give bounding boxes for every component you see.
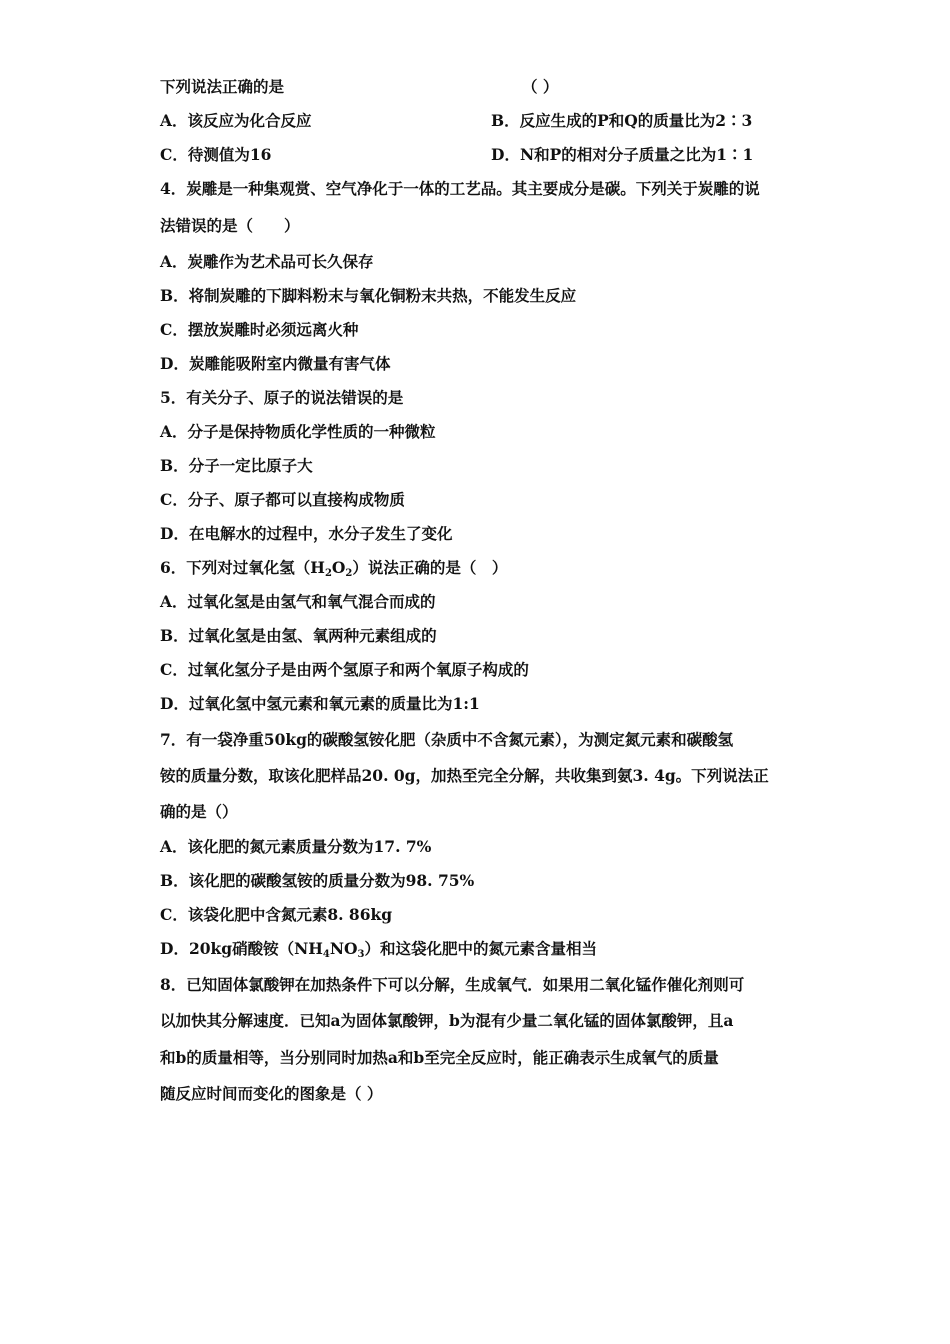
text-segment: NO — [329, 939, 358, 958]
text-segment: D．20kg硝酸铵（NH — [160, 939, 323, 958]
text-segment: B．该化肥的碳酸氢铵的质量分数为98. 75% — [160, 871, 475, 890]
text-line — [160, 660, 529, 680]
text-line — [160, 730, 733, 750]
text-line — [160, 558, 507, 578]
text-line — [160, 320, 358, 340]
text-segment: C．摆放炭雕时必须远离火种 — [160, 320, 359, 339]
text-segment: 4．炭雕是一种集观赏、空气净化于一体的工艺品。其主要成分是碳。下列关于炭雕的说 — [160, 179, 760, 198]
text-line — [160, 766, 769, 786]
text-segment: 法错误的是（ ） — [160, 216, 300, 235]
text-segment: 6．下列对过氧化氢（H — [160, 558, 325, 577]
text-segment: ）和这袋化肥中的氮元素含量相当 — [364, 939, 598, 958]
text-segment: 铵的质量分数，取该化肥样品20. 0g，加热至完全分解，共收集到氨3. 4g。下列说法正 — [160, 766, 769, 785]
text-line — [160, 422, 436, 442]
subscript: 3 — [357, 949, 365, 960]
option-d: D．N和P的相对分子质量之比为1∶1 — [491, 145, 754, 164]
text-segment: A．分子是保持物质化学性质的一种微粒 — [160, 422, 436, 441]
option-b: B．反应生成的P和Q的质量比为2∶3 — [491, 111, 753, 130]
text-segment: D．在电解水的过程中，水分子发生了变化 — [160, 524, 453, 543]
subscript: 2 — [324, 568, 332, 579]
text-segment: 5．有关分子、原子的说法错误的是 — [160, 388, 404, 407]
text-segment: B．将制炭雕的下脚料粉末与氧化铜粉末共热，不能发生反应 — [160, 286, 577, 305]
text-segment: A．该化肥的氮元素质量分数为17. 7% — [160, 837, 432, 856]
text-segment: 确的是（） — [160, 802, 238, 821]
text-segment: A．炭雕作为艺术品可长久保存 — [160, 252, 374, 271]
text-segment: B．分子一定比原子大 — [160, 456, 313, 475]
text-segment: 以加快其分解速度．已知a为固体氯酸钾，b为混有少量二氧化锰的固体氯酸钾，且a — [160, 1011, 734, 1030]
text-line — [160, 837, 431, 857]
option-c: C．待测值为16 — [160, 145, 272, 164]
option-a: A．该反应为化合反应 — [160, 111, 312, 130]
text-line — [160, 694, 480, 714]
text-segment: 7．有一袋净重50kg的碳酸氢铵化肥（杂质中不含氮元素），为测定氮元素和碳酸氢 — [160, 730, 734, 749]
text-segment: 8．已知固体氯酸钾在加热条件下可以分解，生成氧气．如果用二氧化锰作催化剂则可 — [160, 975, 745, 994]
subscript: 2 — [345, 568, 353, 579]
question-stem: 下列说法正确的是 — [160, 77, 285, 96]
text-segment: C．分子、原子都可以直接构成物质 — [160, 490, 405, 509]
text-segment: 随反应时间而变化的图象是（ ） — [160, 1084, 383, 1103]
text-line — [160, 216, 300, 236]
text-line — [160, 871, 474, 891]
text-line — [160, 286, 576, 306]
text-line — [160, 252, 374, 272]
text-segment: 和b的质量相等，当分别同时加热a和b至完全反应时，能正确表示生成氧气的质量 — [160, 1048, 719, 1067]
answer-blank: （ ） — [522, 77, 559, 96]
text-line — [160, 524, 452, 544]
text-segment: C．该袋化肥中含氮元素8. 86kg — [160, 905, 393, 924]
text-segment: ）说法正确的是（ ） — [352, 558, 508, 577]
text-segment: B．过氧化氢是由氢、氧两种元素组成的 — [160, 626, 437, 645]
text-line — [160, 975, 744, 995]
text-segment: C．过氧化氢分子是由两个氢原子和两个氧原子构成的 — [160, 660, 529, 679]
text-line — [160, 456, 313, 476]
text-segment: D．过氧化氢中氢元素和氧元素的质量比为1:1 — [160, 694, 480, 713]
text-line — [160, 388, 403, 408]
text-segment: O — [331, 558, 346, 577]
text-line — [160, 939, 597, 959]
text-segment: D．炭雕能吸附室内微量有害气体 — [160, 354, 391, 373]
text-line — [160, 490, 405, 510]
subscript: 4 — [322, 949, 330, 960]
text-line — [160, 1011, 733, 1031]
text-line — [160, 626, 437, 646]
text-line — [160, 592, 436, 612]
text-line — [160, 354, 390, 374]
text-line — [160, 1084, 382, 1104]
text-line — [160, 802, 238, 822]
text-line — [160, 179, 760, 199]
text-line — [160, 1048, 719, 1068]
text-segment: A．过氧化氢是由氢气和氧气混合而成的 — [160, 592, 436, 611]
text-line — [160, 905, 392, 925]
